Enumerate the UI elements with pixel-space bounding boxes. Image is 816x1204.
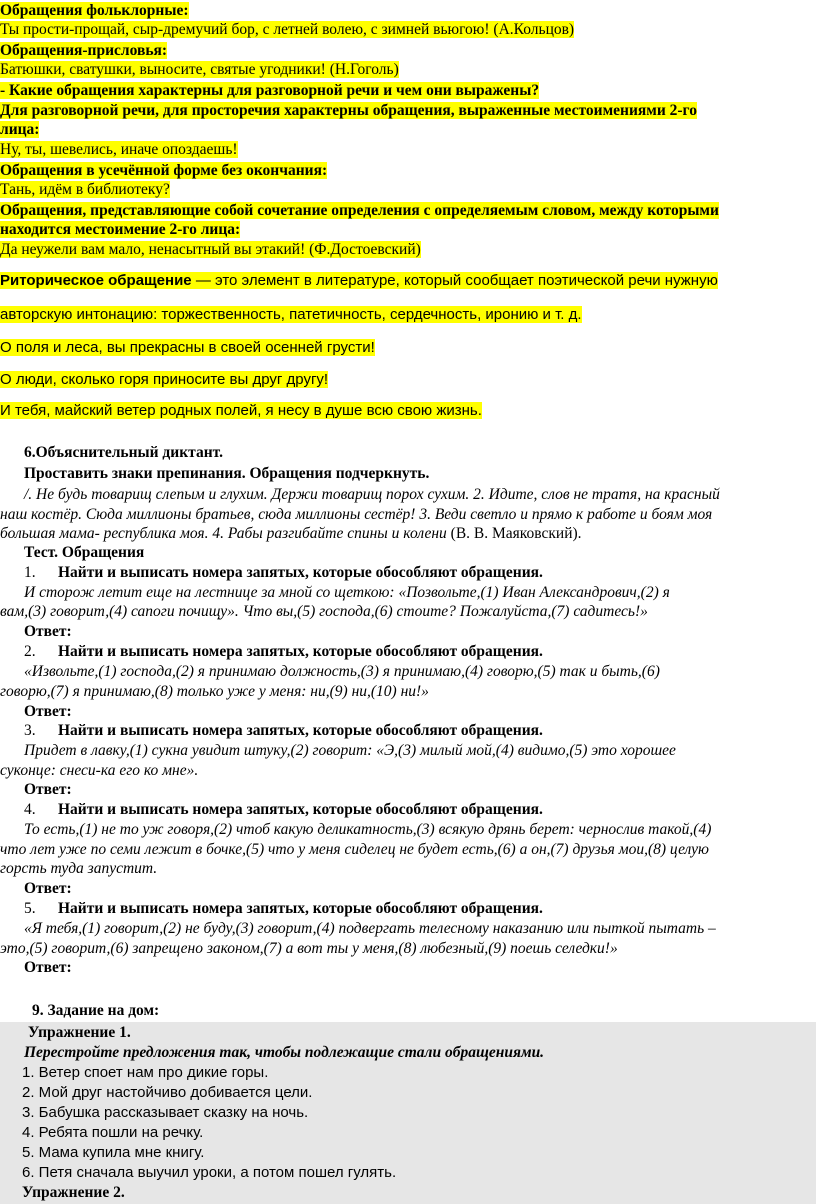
rhetorical-definition-2: авторскую интонацию: торжественность, патетичность, сердечность, иронию и т. д. xyxy=(0,306,582,323)
test-title: Тест. Обращения xyxy=(24,544,145,561)
test-item-5-task: 5. Найти и выписать номера запятых, которые обособляют обращения. xyxy=(24,900,543,917)
test-item-1-task: 1. Найти и выписать номера запятых, которые обособляют обращения. xyxy=(24,564,543,581)
exercise-1-task: Перестройте предложения так, чтобы подлежащие стали обращениями. xyxy=(24,1044,545,1061)
test-item-5-text-2: это,(5) говорит,(6) запрещено законом,(7) а вот ты у меня,(8) любезный,(9) поешь селедки!» xyxy=(0,940,618,957)
dictation-text-3: большая мама- республика моя. 4. Рабы разгибайте спины и колени (В. В. Маяковский). xyxy=(0,525,582,542)
heading-combined-address-1: Обращения, представляющие собой сочетание определения с определяемым словом, между которыми xyxy=(0,202,719,219)
test-item-3-text-1: Придет в лавку,(1) сукна увидит штуку,(2) говорит: «Э,(3) милый мой,(4) видимо,(5) это хорошее xyxy=(24,742,676,759)
test-item-5-answer: Ответ: xyxy=(24,959,72,976)
dictation-title: 6.Объяснительный диктант. xyxy=(24,444,223,461)
rhetorical-example-3: И тебя, майский ветер родных полей, я несу в душе всю свою жизнь. xyxy=(0,402,482,419)
rhetorical-definition-1: Риторическое обращение — это элемент в литературе, который сообщает поэтической речи нужную xyxy=(0,272,718,289)
test-item-3-text-2: суконце: снеси-ка его ко мне». xyxy=(0,762,199,779)
dictation-text-1: /. Не будь товарищ слепым и глухим. Держи товарищ порох сухим. 2. Идите, слов не тратя, на красный xyxy=(24,486,720,503)
test-item-1-answer: Ответ: xyxy=(24,623,72,640)
dictation-text-2: наш костёр. Сюда миллионы братьев, сюда миллионы сестёр! 3. Веди светло и прямо к работе и боям моя xyxy=(0,506,713,523)
test-item-3-task: 3. Найти и выписать номера запятых, которые обособляют обращения. xyxy=(24,722,543,739)
test-item-4-text-2: что лет уже по семи лежит в бочке,(5) что у меня сиделец не будет есть,(6) а он,(7) друзья мои,(8) целую xyxy=(0,841,709,858)
exercise-sentence: 5. Мама купила мне книгу. xyxy=(22,1144,205,1161)
test-item-2-text-1: «Извольте,(1) господа,(2) я принимаю должность,(3) я принимаю,(4) говорю,(5) так и быть,(6) xyxy=(24,663,660,680)
rhetorical-example-2: О люди, сколько горя приносите вы друг другу! xyxy=(0,371,329,388)
heading-saying-address: Обращения-присловья: xyxy=(0,42,168,59)
test-item-4-answer: Ответ: xyxy=(24,880,72,897)
exercise-sentence: 4. Ребята пошли на речку. xyxy=(22,1124,204,1141)
heading-pronoun-address-1: Для разговорной речи, для просторечия характерны обращения, выраженные местоимениями 2-го xyxy=(0,102,697,119)
heading-truncated-address: Обращения в усечённой форме без окончания: xyxy=(0,162,328,179)
heading-pronoun-address-2: лица: xyxy=(0,121,40,138)
test-item-2-answer: Ответ: xyxy=(24,703,72,720)
exercise-1-title: Упражнение 1. xyxy=(28,1024,131,1041)
exercise-2-title: Упражнение 2. xyxy=(22,1184,125,1201)
question-colloquial: - Какие обращения характерны для разговорной речи и чем они выражены? xyxy=(0,82,540,99)
test-item-3-answer: Ответ: xyxy=(24,781,72,798)
test-item-4-text-1: То есть,(1) не то уж говоря,(2) чтоб какую деликатность,(3) всякую дрянь берет: чернослив такой,(4) xyxy=(24,821,712,838)
test-item-4-text-3: горсть туда запустит. xyxy=(0,860,158,877)
example-truncated-address: Тань, идём в библиотеку? xyxy=(0,181,170,198)
test-item-1-text-2: вам,(3) говорит,(4) сапоги почищу». Что вы,(5) господа,(6) стоите? Пожалуйста,(7) садитесь!» xyxy=(0,603,648,620)
exercise-sentence: 1. Ветер споет нам про дикие горы. xyxy=(22,1064,269,1081)
example-folk-address: Ты прости-прощай, сыр-дремучий бор, с летней волею, с зимней вьюгою! (А.Кольцов) xyxy=(0,21,575,38)
test-item-1-text-1: И сторож летит еще на лестнице за мной со щеткою: «Позвольте,(1) Иван Александрович,(2) я xyxy=(24,584,670,601)
heading-folk-address: Обращения фольклорные: xyxy=(0,2,189,19)
exercise-sentence: 3. Бабушка рассказывает сказку на ночь. xyxy=(22,1104,309,1121)
example-combined-address: Да неужели вам мало, ненасытный вы этакий! (Ф.Достоевский) xyxy=(0,241,421,258)
exercise-sentence: 2. Мой друг настойчиво добивается цели. xyxy=(22,1084,313,1101)
test-item-2-text-2: говорю,(7) я принимаю,(8) только уже у меня: ни,(9) ни,(10) ни!» xyxy=(0,683,429,700)
homework-title: 9. Задание на дом: xyxy=(32,1002,160,1019)
test-item-2-task: 2. Найти и выписать номера запятых, которые обособляют обращения. xyxy=(24,643,543,660)
test-item-4-task: 4. Найти и выписать номера запятых, которые обособляют обращения. xyxy=(24,801,543,818)
exercise-sentence: 6. Петя сначала выучил уроки, а потом пошел гулять. xyxy=(22,1164,397,1181)
heading-combined-address-2: находится местоимение 2-го лица: xyxy=(0,221,241,238)
rhetorical-example-1: О поля и леса, вы прекрасны в своей осенней грусти! xyxy=(0,339,375,356)
dictation-task: Проставить знаки препинания. Обращения подчеркнуть. xyxy=(24,465,430,482)
example-saying-address: Батюшки, сватушки, выносите, святые угодники! (Н.Гоголь) xyxy=(0,61,399,78)
test-item-5-text-1: «Я тебя,(1) говорит,(2) не буду,(3) говорит,(4) подвергать телесному наказанию или пыткой пытать – xyxy=(24,920,716,937)
example-pronoun-address: Ну, ты, шевелись, иначе опоздаешь! xyxy=(0,141,238,158)
